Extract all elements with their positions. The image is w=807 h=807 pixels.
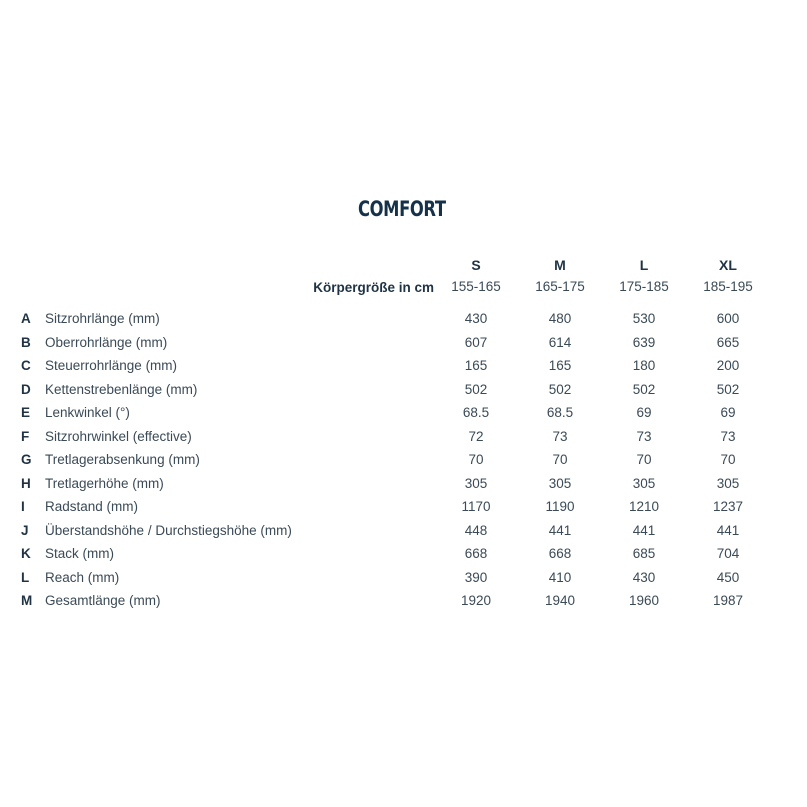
row-value: 1210 (628, 499, 660, 514)
table-title: COMFORT (357, 197, 446, 221)
row-label: Lenkwinkel (°) (45, 405, 130, 420)
row-value: 430 (632, 569, 656, 585)
row-letter: H (21, 475, 31, 491)
row-value: 450 (716, 569, 740, 585)
size-header: L (639, 257, 649, 273)
table-row (0, 335, 807, 357)
size-header: M (554, 257, 566, 273)
row-value: 430 (464, 311, 488, 326)
table-row (0, 358, 807, 380)
row-value: 73 (720, 428, 736, 444)
row-value: 502 (632, 381, 656, 397)
row-value: 441 (716, 522, 740, 538)
row-value: 1940 (544, 593, 576, 608)
row-value: 72 (468, 428, 484, 444)
row-label: Kettenstrebenlänge (mm) (45, 381, 198, 397)
row-value: 704 (716, 546, 740, 561)
row-letter: I (21, 499, 25, 514)
table-row (0, 593, 807, 615)
row-label: Überstandshöhe / Durchstiegshöhe (mm) (45, 522, 292, 538)
row-label: Tretlagerabsenkung (mm) (45, 452, 200, 467)
row-value: 502 (716, 381, 740, 397)
row-label: Steuerrohrlänge (mm) (45, 358, 178, 373)
body-height-label: Körpergröße in cm (313, 280, 434, 295)
row-value: 1190 (545, 499, 575, 514)
row-value: 165 (548, 358, 572, 373)
row-label: Oberrohrlänge (mm) (45, 334, 168, 350)
row-value: 502 (464, 381, 488, 397)
row-label: Radstand (mm) (45, 499, 139, 514)
row-value: 639 (632, 334, 656, 350)
table-row (0, 405, 807, 427)
row-value: 69 (720, 405, 736, 420)
row-value: 1920 (460, 593, 492, 608)
row-value: 305 (632, 475, 656, 491)
table-row (0, 476, 807, 498)
table-row (0, 546, 807, 568)
row-value: 600 (716, 311, 740, 326)
row-value: 305 (548, 475, 572, 491)
row-label: Stack (mm) (45, 546, 114, 561)
size-header: XL (719, 257, 737, 273)
row-value: 614 (548, 334, 572, 350)
table-row (0, 311, 807, 333)
row-value: 200 (716, 358, 740, 373)
table-row (0, 429, 807, 451)
size-range: 155-165 (451, 279, 501, 294)
row-value: 685 (632, 546, 656, 561)
row-value: 448 (464, 522, 488, 538)
row-value: 480 (548, 311, 572, 326)
table-row (0, 523, 807, 545)
row-value: 68.5 (462, 405, 490, 420)
row-value: 441 (632, 522, 656, 538)
row-value: 73 (552, 428, 568, 444)
row-value: 1960 (628, 593, 660, 608)
size-range: 185-195 (703, 279, 753, 294)
table-row (0, 499, 807, 521)
table-row (0, 382, 807, 404)
row-value: 1170 (461, 499, 491, 514)
row-value: 68.5 (546, 405, 574, 420)
row-value: 180 (632, 358, 656, 373)
row-value: 73 (636, 428, 652, 444)
row-value: 1237 (712, 499, 744, 514)
size-header: S (471, 257, 481, 273)
row-letter: E (21, 405, 31, 420)
row-value: 70 (720, 452, 736, 467)
row-letter: A (21, 311, 31, 326)
row-letter: K (21, 546, 31, 561)
row-label: Reach (mm) (45, 569, 120, 585)
row-value: 668 (548, 546, 572, 561)
row-value: 410 (548, 569, 572, 585)
row-letter: J (21, 522, 29, 538)
row-value: 668 (464, 546, 488, 561)
row-value: 665 (716, 334, 740, 350)
row-value: 305 (464, 475, 488, 491)
row-label: Sitzrohrlänge (mm) (45, 311, 160, 326)
row-letter: C (21, 358, 31, 373)
row-value: 305 (716, 475, 740, 491)
row-letter: B (21, 334, 31, 350)
size-range: 165-175 (535, 279, 585, 294)
row-letter: G (21, 452, 32, 467)
row-value: 530 (632, 311, 656, 326)
row-value: 390 (464, 569, 488, 585)
row-value: 70 (468, 452, 484, 467)
row-value: 70 (552, 452, 568, 467)
row-label: Sitzrohrwinkel (effective) (45, 428, 192, 444)
table-row (0, 570, 807, 592)
row-value: 70 (636, 452, 652, 467)
row-value: 441 (548, 522, 572, 538)
row-letter: F (21, 428, 30, 444)
row-value: 165 (464, 358, 488, 373)
row-label: Gesamtlänge (mm) (45, 593, 161, 608)
row-letter: M (21, 593, 33, 608)
row-letter: L (21, 569, 30, 585)
size-range: 175-185 (619, 279, 669, 294)
table-row (0, 452, 807, 474)
row-label: Tretlagerhöhe (mm) (45, 475, 164, 491)
row-value: 502 (548, 381, 572, 397)
row-letter: D (21, 381, 31, 397)
row-value: 69 (636, 405, 652, 420)
row-value: 1987 (712, 593, 744, 608)
row-value: 607 (464, 334, 488, 350)
